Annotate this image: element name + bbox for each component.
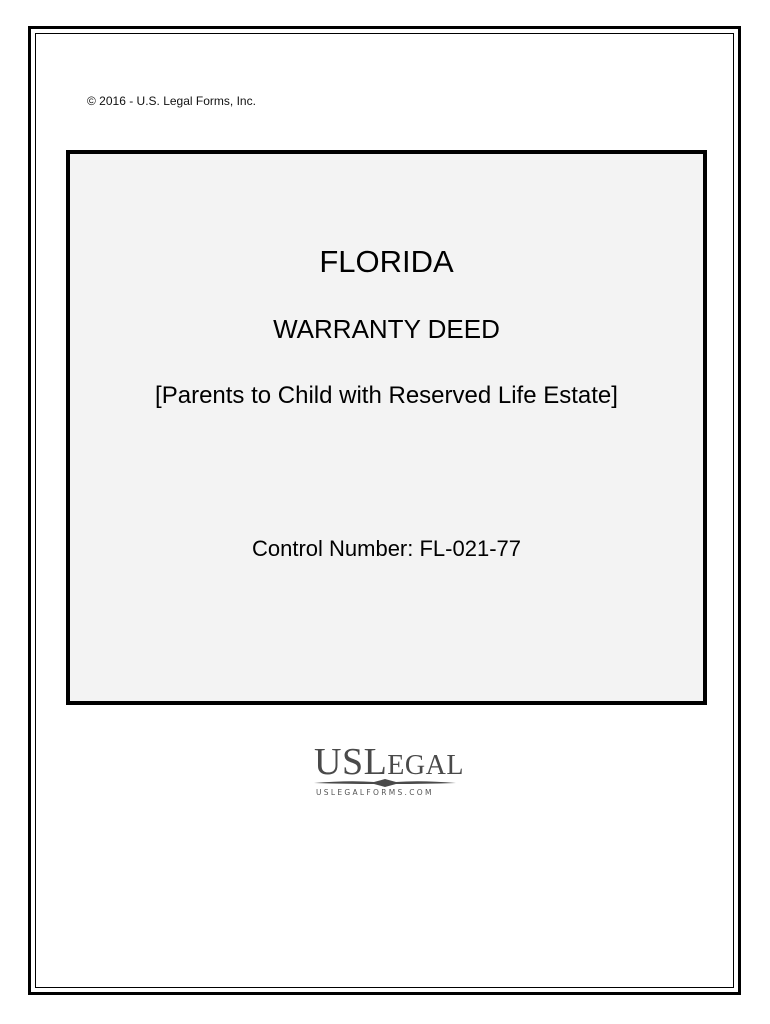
deed-subtitle: [Parents to Child with Reserved Life Estate] [155,382,618,409]
logo-wordmark: USLEGAL [314,741,464,783]
uslegal-logo [300,740,470,802]
eagle-wing-icon [314,778,456,788]
control-number: Control Number: FL-021-77 [251,536,521,561]
logo-url: USLEGALFORMS.COM [316,788,434,797]
deed-type-title: WARRANTY DEED [273,314,500,344]
state-title: FLORIDA [319,244,454,279]
copyright-notice: © 2016 - U.S. Legal Forms, Inc. [87,94,256,108]
title-box [66,150,707,705]
